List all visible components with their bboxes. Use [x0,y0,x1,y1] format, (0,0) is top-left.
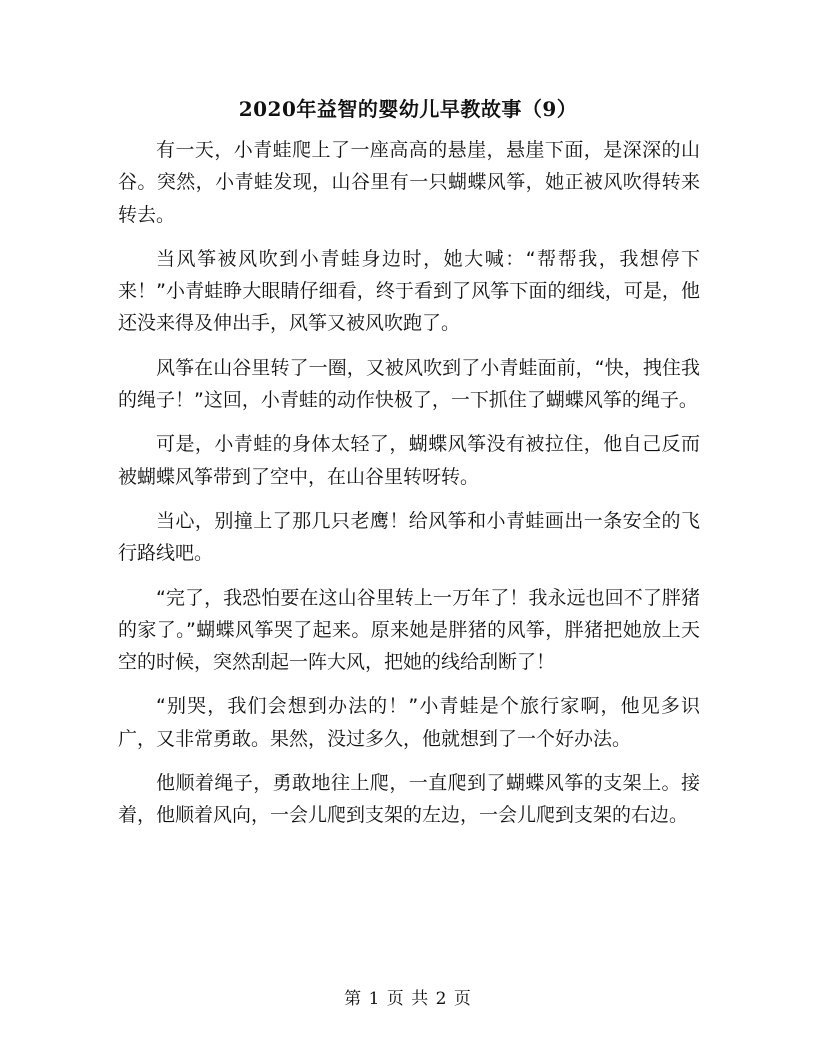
paragraph-5: 当心，别撞上了那几只老鹰！给风筝和小青蛙画出一条安全的飞行路线吧。 [118,509,700,565]
paragraph-6: “完了，我恐怕要在这山谷里转上一万年了！我永远也回不了胖猪的家了。”蝴蝶风筝哭了起来。原来她是胖猪的风筝，胖猪把她放上天空的时候，突然刮起一阵大风，把她的线给刮断了！ [118,586,700,674]
paragraph-8: 他顺着绳子，勇敢地往上爬，一直爬到了蝴蝶风筝的支架上。接着，他顺着风向，一会儿爬到支架的左边，一会儿爬到支架的右边。 [118,772,700,827]
document-body [118,134,700,844]
paragraph-7: “别哭，我们会想到办法的！”小青蛙是个旅行家啊，他见多识广，又非常勇敢。果然，没过多久，他就想到了一个好办法。 [118,695,700,750]
page-footer: 第 1 页 共 2 页 [344,989,472,1009]
paragraph-1: 有一天，小青蛙爬上了一座高高的悬崖，悬崖下面，是深深的山谷。突然，小青蛙发现，山谷里有一只蝴蝶风筝，她正被风吹得转来转去。 [118,139,700,226]
paragraph-3: 风筝在山谷里转了一圈，又被风吹到了小青蛙面前，“快，拽住我的绳子！”这回，小青蛙的动作快极了，一下抓住了蝴蝶风筝的绳子。 [118,356,700,412]
paragraph-4: 可是，小青蛙的身体太轻了，蝴蝶风筝没有被拉住，他自己反而被蝴蝶风筝带到了空中，在山谷里转呀转。 [118,433,700,488]
page-title: 2020年益智的婴幼儿早教故事（9） [238,97,578,121]
paragraph-2: 当风筝被风吹到小青蛙身边时，她大喊：“帮帮我，我想停下来！”小青蛙睁大眼睛仔细看，终于看到了风筝下面的细线，可是，他还没来得及伸出手，风筝又被风吹跑了。 [118,247,700,335]
